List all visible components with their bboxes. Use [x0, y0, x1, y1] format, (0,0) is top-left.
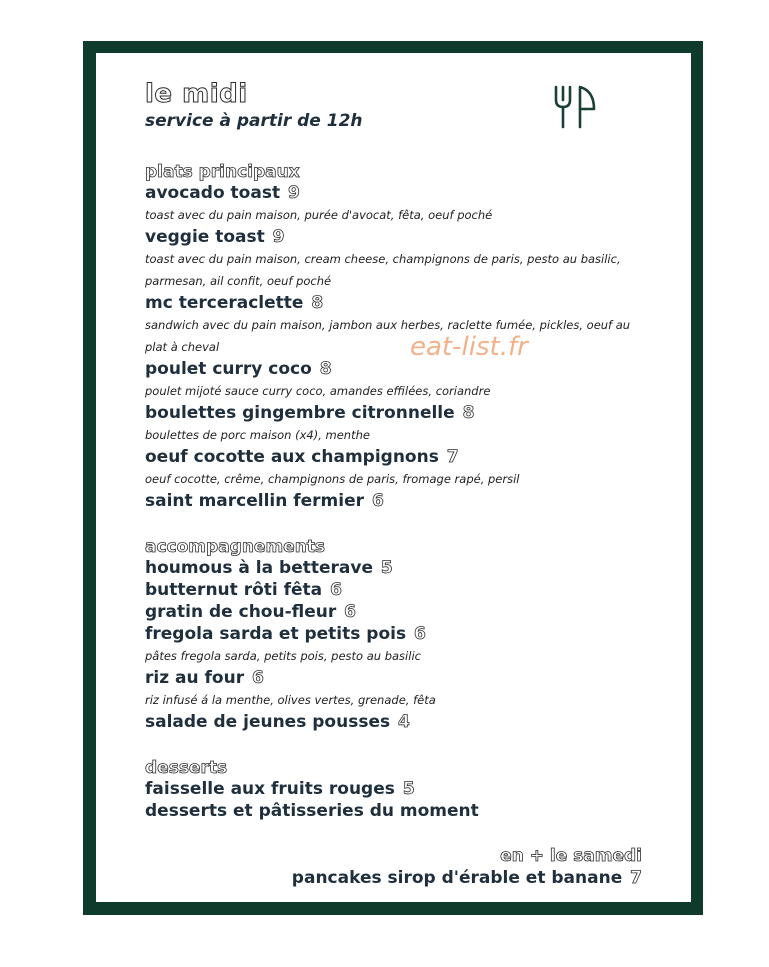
menu-item: [145, 402, 645, 424]
dish-price: 6: [414, 624, 426, 644]
dish-name: pancakes sirop d'érable et banane: [291, 868, 623, 888]
section-sides: [145, 537, 645, 733]
dish-description: poulet mijoté sauce curry coco, amandes effilées, coriandre: [145, 384, 491, 398]
menu-item: [145, 667, 645, 689]
dish-name: riz au four: [145, 668, 245, 688]
dish-name: faisselle aux fruits rouges: [145, 779, 395, 799]
dish-description: sandwich avec du pain maison, jambon aux herbes, raclette fumée, pickles, oeuf au plat à cheval: [145, 318, 631, 354]
saturday-item: [292, 867, 642, 889]
menu-item: [145, 226, 645, 248]
dish-name: butternut rôti fêta: [145, 580, 323, 600]
menu-subtitle: service à partir de 12h: [145, 111, 363, 131]
dish-description: toast avec du pain maison, cream cheese, champignons de paris, pesto au basilic, parmesan, ail confit, oeuf poché: [145, 252, 621, 288]
cutlery-icon: [553, 84, 599, 130]
dish-price: 4: [398, 712, 410, 732]
dish-price: 8: [462, 403, 475, 423]
menu-item: [145, 182, 645, 204]
dish-price: 6: [371, 491, 384, 511]
dish-description: toast avec du pain maison, purée d'avocat, fêta, oeuf poché: [145, 208, 493, 222]
dish-price: 9: [288, 183, 300, 203]
dish-name: fregola sarda et petits pois: [145, 624, 407, 644]
menu-item: [145, 446, 645, 468]
menu-item: [145, 490, 645, 512]
dish-name: mc terceraclette: [145, 293, 304, 313]
dish-name: avocado toast: [145, 183, 281, 203]
menu-item: [145, 601, 645, 623]
dish-name: salade de jeunes pousses: [145, 712, 391, 732]
dish-description: riz infusé á la menthe, olives vertes, grenade, fêta: [145, 693, 436, 707]
dish-price: 9: [272, 227, 285, 247]
dish-price: 5: [402, 779, 415, 799]
menu-item: [145, 711, 645, 733]
dish-name: houmous à la betterave: [145, 558, 373, 578]
section-heading: accompagnements: [145, 537, 326, 557]
section-heading: desserts: [145, 758, 228, 778]
dish-name: oeuf cocotte aux champignons: [145, 447, 439, 467]
section-heading: plats principaux: [145, 162, 300, 182]
section-main: [145, 162, 645, 512]
dish-name: veggie toast: [145, 227, 265, 247]
menu-title: le midi: [145, 79, 248, 109]
dish-name: desserts et pâtisseries du moment: [145, 801, 479, 821]
menu-item: [145, 800, 645, 822]
menu-item: [145, 623, 645, 645]
saturday-heading: en + le samedi: [500, 846, 642, 866]
dish-description: boulettes de porc maison (x4), menthe: [145, 428, 370, 442]
section-desserts: [145, 758, 645, 822]
dish-price: 6: [252, 668, 264, 688]
dish-price: 6: [330, 580, 342, 600]
dish-description: pâtes fregola sarda, petits pois, pesto au basilic: [145, 649, 421, 663]
watermark: eat-list.fr: [410, 332, 528, 362]
dish-name: poulet curry coco: [145, 359, 312, 379]
dish-name: saint marcellin fermier: [145, 491, 365, 511]
dish-price: 6: [344, 602, 357, 622]
menu-item: [145, 358, 645, 380]
dish-name: gratin de chou-fleur: [145, 602, 337, 622]
menu-item: [145, 579, 645, 601]
menu-item: [145, 778, 645, 800]
dish-price: 7: [446, 447, 459, 467]
menu-item: [145, 292, 645, 314]
menu-item: [145, 557, 645, 579]
dish-price: 5: [380, 558, 393, 578]
dish-description: oeuf cocotte, crême, champignons de paris, fromage rapé, persil: [145, 472, 520, 486]
dish-name: boulettes gingembre citronnelle: [145, 403, 455, 423]
dish-price: 8: [311, 293, 324, 313]
dish-price: 8: [319, 359, 332, 379]
dish-price: 7: [630, 868, 642, 888]
